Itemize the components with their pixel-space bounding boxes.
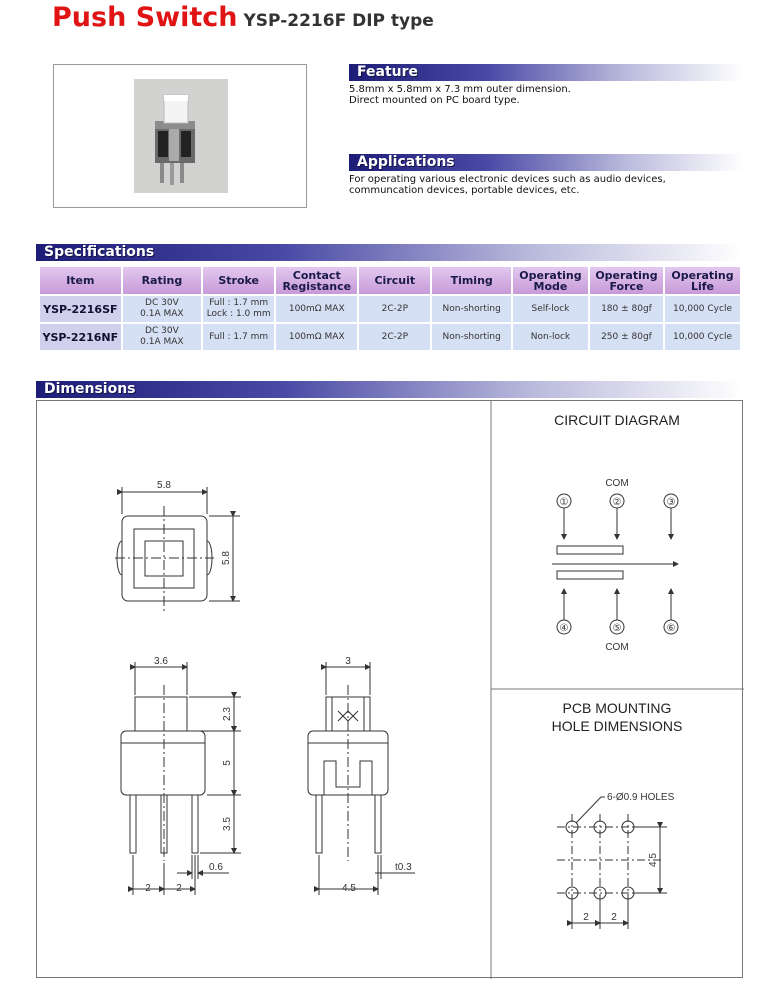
cell-item: YSP-2216SF [40, 296, 121, 322]
col-timing: Timing [432, 267, 511, 294]
circuit-diagram [552, 494, 678, 634]
applications-heading: Applications [357, 154, 455, 170]
terminal-5: ⑤ [612, 623, 622, 634]
cell-timing: Non-shorting [432, 296, 511, 322]
specifications-header [36, 244, 743, 261]
dim-front-h2: 5 [222, 760, 233, 766]
col-item: Item [40, 267, 121, 294]
terminal-4: ④ [559, 623, 569, 634]
side-view-drawing [308, 662, 415, 895]
feature-line-2: Direct mounted on PC board type. [349, 95, 520, 106]
cell-life: 10,000 Cycle [665, 296, 740, 322]
col-contact-resistance: Contact Registance [276, 267, 357, 294]
feature-line-1: 5.8mm x 5.8mm x 7.3 mm outer dimension. [349, 84, 571, 95]
dimensions-header [36, 381, 743, 398]
col-operating-life: Operating Life [665, 267, 740, 294]
cell-life: 10,000 Cycle [665, 324, 740, 350]
product-photo [53, 64, 307, 208]
cell-circuit: 2C-2P [359, 324, 430, 350]
dimension-drawings [37, 401, 744, 979]
applications-line-2: communcation devices, portable devices, etc. [349, 185, 580, 196]
cell-stroke: Full : 1.7 mm Lock : 1.0 mm [203, 296, 274, 322]
pcb-title-line-2: HOLE DIMENSIONS [551, 718, 683, 734]
pcb-title-line-1: PCB MOUNTING [562, 700, 672, 716]
dim-front-pitch-1: 2 [145, 883, 151, 894]
title-model: YSP-2216F DIP type [243, 11, 434, 31]
com-top-label: COM [605, 478, 629, 489]
dimensions-heading: Dimensions [44, 381, 136, 397]
cell-rating: DC 30V 0.1A MAX [123, 296, 201, 322]
terminal-1: ① [559, 497, 569, 508]
cell-stroke: Full : 1.7 mm [203, 324, 274, 350]
pcb-pitch-2: 2 [611, 912, 617, 923]
dim-front-width: 3.6 [154, 656, 168, 667]
cell-mode: Self-lock [513, 296, 588, 322]
col-circuit: Circuit [359, 267, 430, 294]
applications-line-1: For operating various electronic devices such as audio devices, [349, 174, 666, 185]
page-title [52, 2, 434, 33]
dim-top-height: 5.8 [221, 551, 232, 565]
dim-side-thickness: t0.3 [395, 862, 412, 873]
applications-header [349, 154, 743, 171]
top-view-drawing [115, 487, 240, 611]
feature-header [349, 64, 743, 81]
applications-text [349, 174, 666, 196]
pcb-row-spacing: 4.5 [648, 853, 659, 867]
cell-rating: DC 30V 0.1A MAX [123, 324, 201, 350]
cell-force: 180 ± 80gf [590, 296, 663, 322]
cell-resistance: 100mΩ MAX [276, 296, 357, 322]
table-row [40, 324, 740, 350]
pcb-holes-label: 6-Ø0.9 HOLES [607, 792, 675, 803]
col-rating: Rating [123, 267, 201, 294]
circuit-diagram-title: CIRCUIT DIAGRAM [554, 412, 680, 428]
title-main: Push Switch [52, 2, 238, 33]
cell-resistance: 100mΩ MAX [276, 324, 357, 350]
dim-front-pin: 0.6 [209, 862, 223, 873]
specifications-heading: Specifications [44, 244, 155, 260]
switch-illustration [54, 65, 308, 209]
table-row [40, 296, 740, 322]
dim-front-pitch-2: 2 [176, 883, 182, 894]
cell-timing: Non-shorting [432, 324, 511, 350]
cell-circuit: 2C-2P [359, 296, 430, 322]
table-header-row [40, 267, 740, 294]
com-bottom-label: COM [605, 642, 629, 653]
col-operating-mode: Operating Mode [513, 267, 588, 294]
specifications-table [38, 265, 742, 352]
dim-side-width: 3 [345, 656, 351, 667]
dim-front-h1: 2.3 [222, 707, 233, 721]
feature-heading: Feature [357, 64, 418, 80]
dim-top-width: 5.8 [157, 480, 171, 491]
front-view-drawing [121, 662, 241, 895]
col-operating-force: Operating Force [590, 267, 663, 294]
cell-item: YSP-2216NF [40, 324, 121, 350]
dimensions-panel [36, 400, 743, 978]
feature-text [349, 84, 571, 106]
cell-mode: Non-lock [513, 324, 588, 350]
col-stroke: Stroke [203, 267, 274, 294]
terminal-2: ② [612, 497, 622, 508]
cell-force: 250 ± 80gf [590, 324, 663, 350]
dim-side-span: 4.5 [342, 883, 356, 894]
pcb-pitch-1: 2 [583, 912, 589, 923]
terminal-6: ⑥ [666, 623, 676, 634]
dim-front-h3: 3.5 [222, 817, 233, 831]
terminal-3: ③ [666, 497, 676, 508]
